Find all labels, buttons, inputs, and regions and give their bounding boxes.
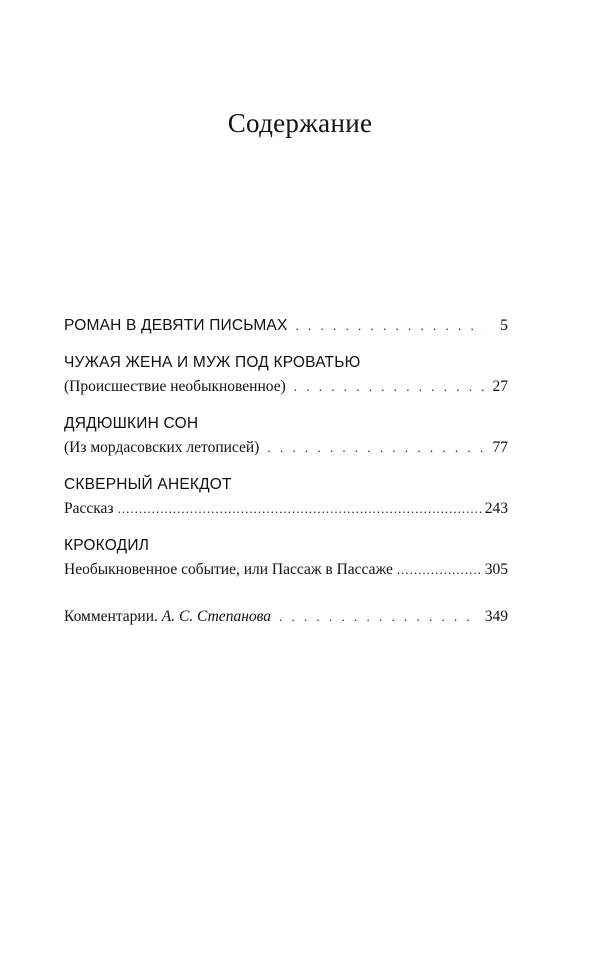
toc-entry-title: СКВЕРНЫЙ АНЕКДОТ: [64, 476, 232, 493]
toc-line: [64, 605, 508, 628]
dot-leader: [279, 605, 479, 628]
toc-entry[interactable]: [64, 314, 508, 337]
page-title: Содержание: [227, 108, 373, 138]
toc-line: [64, 558, 508, 581]
commentary-author: А. С. Степанова: [161, 608, 271, 625]
toc-entry-subtitle: Рассказ: [64, 500, 114, 517]
toc-page-number: 77: [492, 439, 508, 456]
toc-entry-subtitle: (Происшествие необыкновенное): [64, 378, 286, 395]
toc-entry[interactable]: [64, 412, 508, 459]
toc-line: [64, 314, 508, 337]
dot-leader: [397, 558, 483, 581]
toc-page-number: 243: [484, 500, 508, 517]
dot-leader: [296, 314, 484, 337]
dot-leader: [294, 375, 484, 398]
toc-line: [64, 375, 508, 398]
toc-page-number: 5: [500, 317, 508, 334]
toc-line: [64, 436, 508, 459]
toc-entry-title: ДЯДЮШКИН СОН: [64, 415, 199, 432]
table-of-contents: [64, 314, 508, 642]
commentary-label: [64, 605, 271, 628]
toc-line: [64, 497, 508, 520]
toc-entry-title: РОМАН В ДЕВЯТИ ПИСЬМАХ: [64, 317, 288, 334]
toc-entry-title: ЧУЖАЯ ЖЕНА И МУЖ ПОД КРОВАТЬЮ: [64, 354, 361, 371]
toc-entry[interactable]: [64, 534, 508, 581]
dot-leader: [267, 436, 484, 459]
toc-entry-title: КРОКОДИЛ: [64, 537, 150, 554]
toc-entry-subtitle: (Из мордасовских летописей): [64, 439, 260, 456]
toc-entry-commentary[interactable]: [64, 605, 508, 628]
commentary-label-text: Комментарии.: [64, 608, 158, 625]
dot-leader: [118, 497, 483, 520]
toc-page-number: 349: [484, 608, 508, 625]
toc-entry[interactable]: [64, 473, 508, 520]
toc-entry[interactable]: [64, 351, 508, 398]
toc-page-number: 305: [484, 561, 508, 578]
toc-page-number: 27: [492, 378, 508, 395]
toc-entry-subtitle: Необыкновенное событие, или Пассаж в Пассаже: [64, 561, 393, 578]
